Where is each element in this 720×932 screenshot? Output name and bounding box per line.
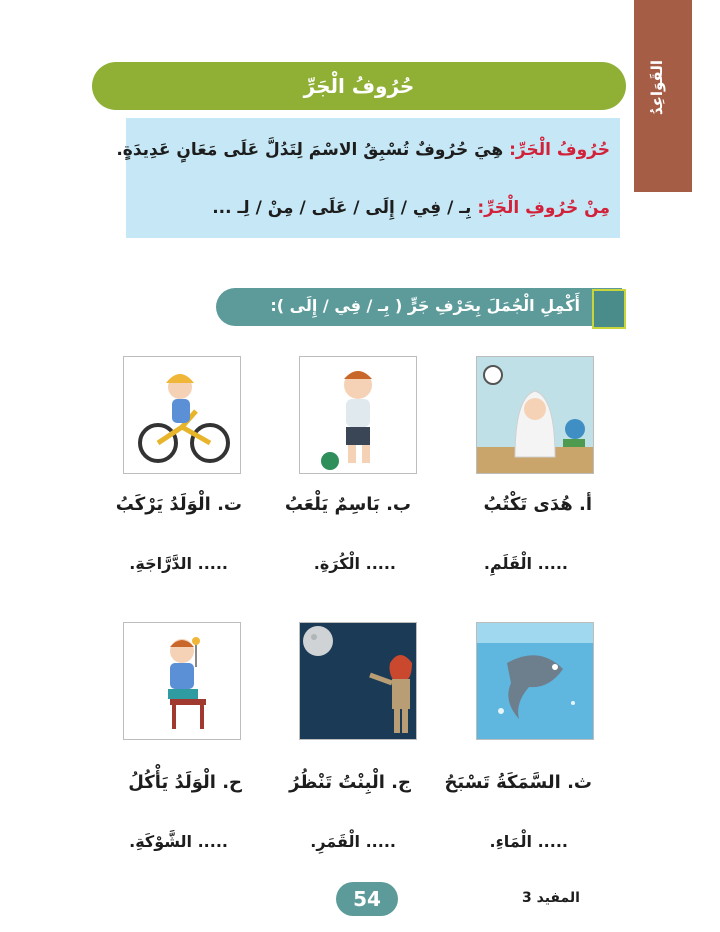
exercise-sentence: ح. الْوَلَدُ يَأْكُلُ bbox=[128, 772, 242, 793]
girl-writing-image bbox=[476, 356, 594, 474]
boy-ball-image bbox=[299, 356, 417, 474]
definition-term: حُرُوفُ الْجَرِّ: bbox=[509, 140, 610, 160]
exercise-answer: ..... الْقَمَرِ. bbox=[310, 832, 396, 851]
exercise-answer: ..... الْكُرَةِ. bbox=[313, 554, 396, 573]
lesson-title-bar bbox=[92, 62, 626, 110]
page-number: 54 bbox=[336, 882, 398, 916]
girl-moon-image bbox=[299, 622, 417, 740]
section-tab-label: القَوَاعِدُ bbox=[648, 60, 666, 116]
exercise-answer: ..... الشَّوْكَةِ. bbox=[129, 832, 228, 851]
examples-term: مِنْ حُرُوفِ الْجَرِّ: bbox=[477, 198, 610, 218]
definition-line bbox=[116, 140, 610, 160]
examples-text: بِـ / فِي / إِلَى / عَلَى / مِنْ / لِـ ... bbox=[212, 198, 472, 218]
exercise-answer: ..... الْمَاءِ. bbox=[489, 832, 568, 851]
fish-water-image bbox=[476, 622, 594, 740]
definition-text: هِيَ حُرُوفٌ تُسْبِقُ الاسْمَ لِتَدُلَّ عَلَى مَعَانٍ عَدِيدَةٍ. bbox=[116, 140, 504, 160]
instruction-bar bbox=[216, 288, 622, 326]
section-tab bbox=[634, 0, 692, 192]
exercise-answer: ..... الْقَلَمِ. bbox=[483, 554, 568, 573]
exercise-sentence: ت. الْوَلَدُ يَرْكَبُ bbox=[115, 494, 242, 515]
book-title: المفيد 3 bbox=[522, 890, 580, 906]
boy-fork-image bbox=[123, 622, 241, 740]
instruction-marker bbox=[592, 289, 626, 329]
exercise-sentence: ج. الْبِنْتُ تَنْظُرُ bbox=[289, 772, 411, 793]
exercise-sentence: أ. هُدَى تَكْتُبُ bbox=[483, 494, 592, 515]
lesson-title: حُرُوفُ الْجَرِّ bbox=[303, 74, 415, 98]
definition-box bbox=[116, 118, 620, 238]
examples-line bbox=[212, 198, 610, 218]
exercise-sentence: ث. السَّمَكَةُ تَسْبَحُ bbox=[444, 772, 592, 793]
instruction-text: أَكْمِلِ الْجُمَلَ بِحَرْفِ جَرٍّ ( بِـ / فِي / إِلَى ): bbox=[270, 296, 580, 315]
boy-bicycle-image bbox=[123, 356, 241, 474]
exercise-answer: ..... الدَّرَّاجَةِ. bbox=[129, 554, 228, 573]
exercise-sentence: ب. بَاسِمٌ يَلْعَبُ bbox=[284, 494, 411, 515]
